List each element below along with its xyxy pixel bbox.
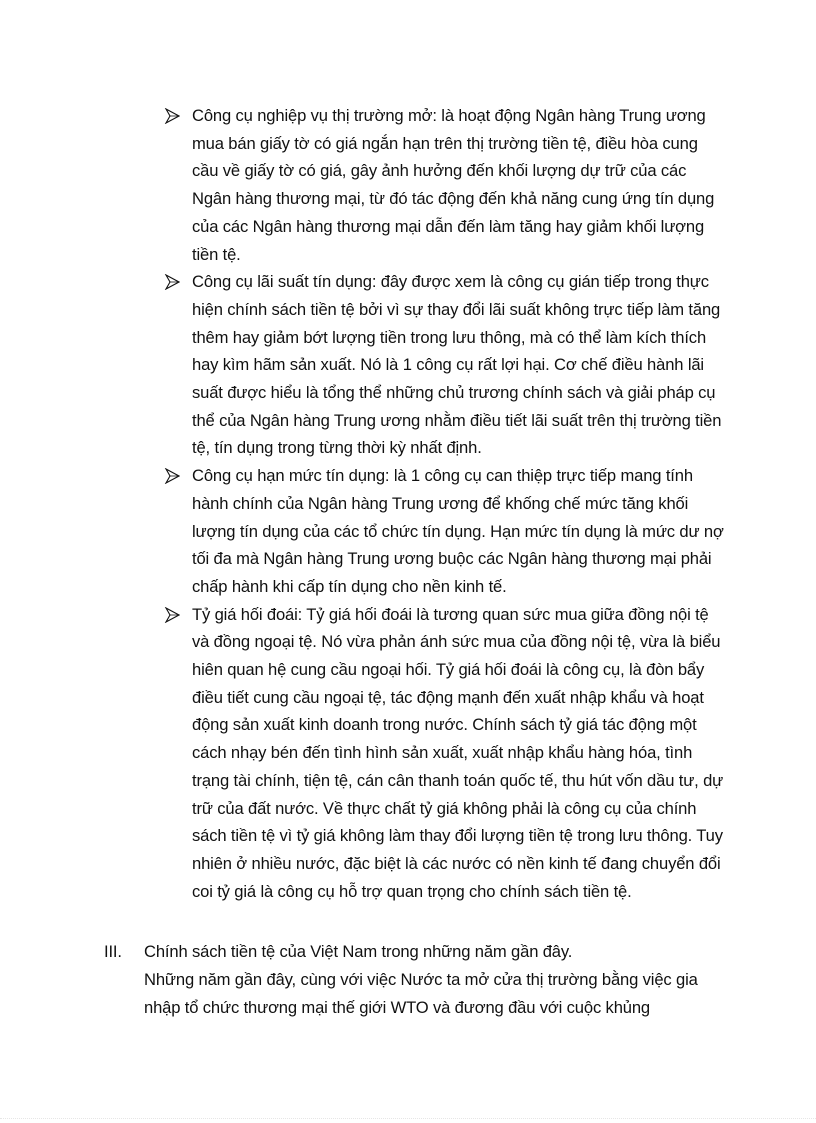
list-item-text: Tỷ giá hối đoái: Tỷ giá hối đoái là tương quan sức mua giữa đồng nội tệ và đồng ngoại tệ. Nó vừa phản ánh sức mua của đồng nội tệ, vừa là biểu hiên quan hệ cung cầu ngoại hối. Tỷ giá hối đoái là công cụ, là đòn bẩy điều tiết cung cầu ngoại tệ, tác động mạnh đến xuất nhập khẩu và hoạt động sản xuất kinh doanh trong nước. Chính sách tỷ giá tác động một cách nhạy bén đến tình hình sản xuất, xuất nhập khẩu hàng hóa, tình trạng tài chính, tiện tệ, cán cân thanh toán quốc tế, thu hút vốn dầu tư, dự trữ của đất nước. Về thực chất tỷ giá không phải là công cụ của chính sách tiền tệ vì tỷ giá không làm thay đổi lượng tiền tệ trong lưu thông. Tuy nhiên ở nhiều nước, đặc biệt là các nước có nền kinh tế đang chuyển đổi coi tỷ giá là công cụ hỗ trợ quan trọng cho chính sách tiền tệ. [192, 604, 724, 901]
section-number: III. [104, 942, 122, 961]
section-paragraph: Những năm gần đây, cùng với việc Nước ta mở cửa thị trường bằng việc gia nhập tổ chức thương mại thế giới WTO và đương đầu với cuộc khủng [144, 970, 698, 1017]
list-item-open-market [164, 102, 724, 268]
monetary-tools-list [164, 102, 724, 905]
arrowhead-bullet-icon [164, 274, 180, 290]
section-title: Chính sách tiền tệ của Việt Nam trong những năm gần đây. [144, 942, 573, 961]
list-item-text: Công cụ hạn mức tín dụng: là 1 công cụ can thiệp trực tiếp mang tính hành chính của Ngân hàng Trung ương để khống chế mức tăng khối lượng tín dụng của các tổ chức tín dụng. Hạn mức tín dụng là mức dư nợ tối đa mà Ngân hàng Trung ương buộc các Ngân hàng thương mại phải chấp hành khi cấp tín dụng cho nền kinh tế. [192, 466, 724, 596]
section-heading [104, 938, 724, 966]
arrowhead-bullet-icon [164, 108, 180, 124]
arrowhead-bullet-icon [164, 468, 180, 484]
list-item-text: Công cụ lãi suất tín dụng: đây được xem là công cụ gián tiếp trong thực hiện chính sách tiền tệ bởi vì sự thay đổi lãi suất không trực tiếp làm tăng thêm hay giảm bớt lượng tiền trong lưu thông, mà có thể làm kích thích hay kìm hãm sản xuất. Nó là 1 công cụ rất lợi hại. Cơ chế điều hành lãi suất được hiểu là tổng thể những chủ trương chính sách và giải pháp cụ thể của Ngân hàng Trung ương nhằm điều tiết lãi suất trên thị trường tiền tệ, tín dụng trong từng thời kỳ nhất định. [192, 272, 722, 458]
list-item-interest-rate [164, 268, 724, 462]
list-item-credit-limit [164, 462, 724, 601]
list-item-exchange-rate [164, 601, 724, 906]
page-bottom-divider [0, 1118, 816, 1119]
list-item-text: Công cụ nghiệp vụ thị trường mở: là hoạt động Ngân hàng Trung ương mua bán giấy tờ có giá ngắn hạn trên thị trường tiền tệ, điều hòa cung cầu về giấy tờ có giá, gây ảnh hưởng đến khối lượng dự trữ của các Ngân hàng thương mại, từ đó tác động đến khả năng cung ứng tín dụng của các Ngân hàng thương mại dẫn đến làm tăng hay giảm khối lượng tiền tệ. [192, 106, 715, 264]
arrowhead-bullet-icon [164, 607, 180, 623]
